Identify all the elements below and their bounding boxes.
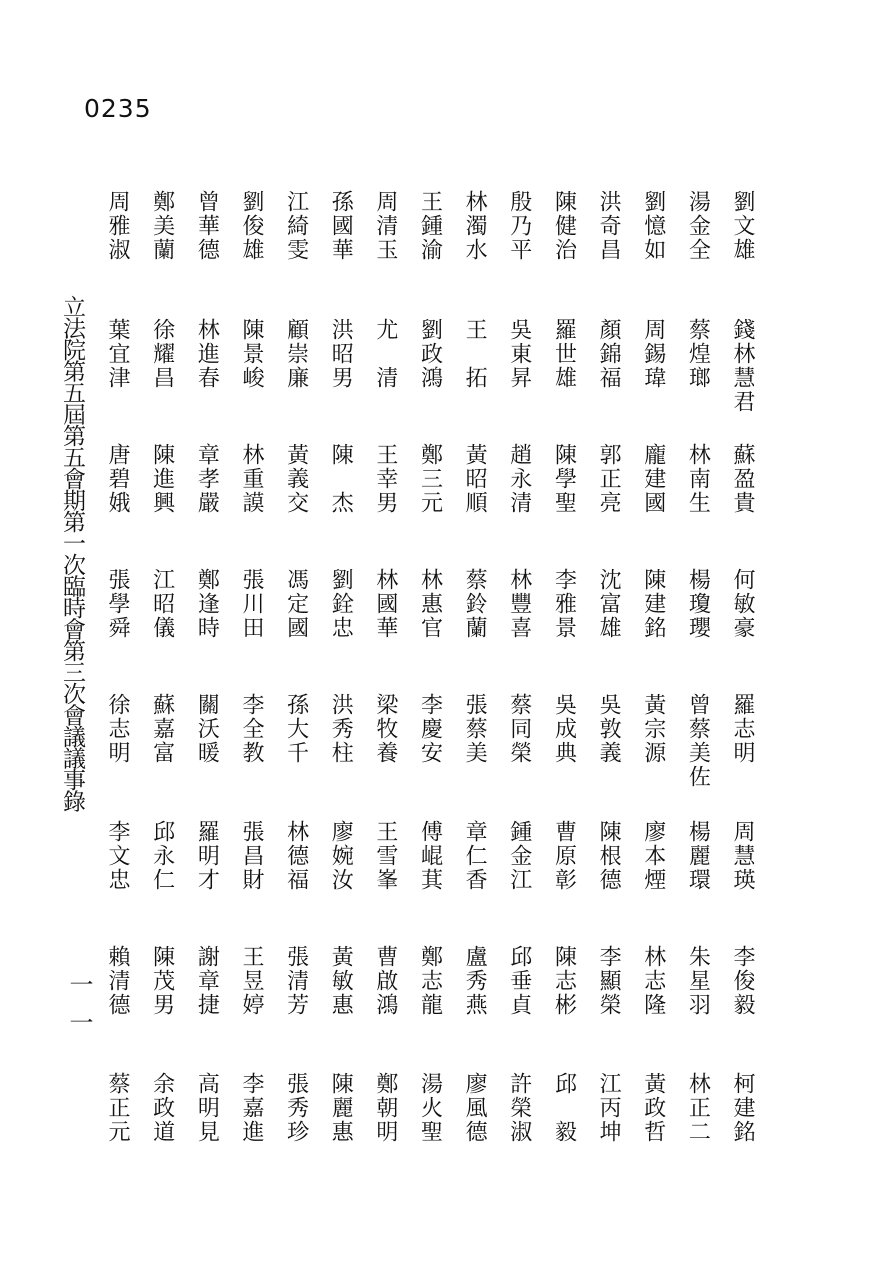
name-column <box>148 0 176 1280</box>
legislator-name: 趙永清 <box>506 443 532 515</box>
legislator-name: 陳茂男 <box>149 945 175 1017</box>
legislator-name: 廖婉汝 <box>328 820 354 892</box>
legislator-name: 謝章捷 <box>194 945 220 1017</box>
legislator-name: 葉宜津 <box>105 318 131 390</box>
legislator-name: 陳進興 <box>149 443 175 515</box>
legislator-name: 江綺雯 <box>283 190 309 262</box>
legislator-name: 蔡煌瑯 <box>685 318 711 390</box>
legislator-name: 林惠官 <box>417 568 443 640</box>
legislator-name: 江丙坤 <box>596 1072 622 1144</box>
legislator-name: 黃敏惠 <box>328 945 354 1017</box>
legislator-name: 王 拓 <box>462 318 488 390</box>
legislator-name: 林進春 <box>194 318 220 390</box>
legislator-name: 黃義交 <box>283 443 309 515</box>
legislator-name: 江昭儀 <box>149 568 175 640</box>
legislator-name: 郭正亮 <box>596 443 622 515</box>
name-column <box>416 0 444 1280</box>
legislator-name: 曹原彰 <box>551 820 577 892</box>
legislator-name: 曾蔡美佐 <box>685 693 711 789</box>
legislator-name: 鄭美蘭 <box>149 190 175 262</box>
legislator-name: 朱星羽 <box>685 945 711 1017</box>
name-column <box>594 0 622 1280</box>
legislator-name: 張秀珍 <box>283 1072 309 1144</box>
legislator-name: 劉憶如 <box>640 190 666 262</box>
legislator-name: 楊麗環 <box>685 820 711 892</box>
legislator-name: 馮定國 <box>283 568 309 640</box>
legislator-name: 王昱婷 <box>238 945 264 1017</box>
legislator-name: 陳景峻 <box>238 318 264 390</box>
name-column <box>282 0 310 1280</box>
legislator-name: 李俊毅 <box>730 945 755 1017</box>
legislator-name: 湯火聖 <box>417 1072 443 1144</box>
legislator-name: 吳成典 <box>551 693 577 765</box>
legislator-name: 章孝嚴 <box>194 443 220 515</box>
legislator-name: 李雅景 <box>551 568 577 640</box>
name-column <box>460 0 488 1280</box>
legislator-name: 林南生 <box>685 443 711 515</box>
legislator-name: 陳麗惠 <box>328 1072 354 1144</box>
legislator-name: 陳志彬 <box>551 945 577 1017</box>
legislator-name: 林重謨 <box>238 443 264 515</box>
name-column <box>549 0 577 1280</box>
name-column <box>192 0 220 1280</box>
legislator-name: 徐志明 <box>105 693 131 765</box>
legislator-name: 張學舜 <box>105 568 131 640</box>
legislator-name: 顏錦福 <box>596 318 622 390</box>
legislator-name: 蘇嘉富 <box>149 693 175 765</box>
legislator-name: 廖風德 <box>462 1072 488 1144</box>
legislator-name: 何敏豪 <box>730 568 755 640</box>
legislator-name: 柯建銘 <box>730 1072 755 1144</box>
legislator-name: 張川田 <box>238 568 264 640</box>
legislator-name: 洪昭男 <box>328 318 354 390</box>
legislator-name: 李全教 <box>238 693 264 765</box>
legislator-name: 孫國華 <box>328 190 354 262</box>
legislator-name: 陳根德 <box>596 820 622 892</box>
legislator-name: 黃政哲 <box>640 1072 666 1144</box>
legislator-name: 陳學聖 <box>551 443 577 515</box>
legislator-name: 蘇盈貴 <box>730 443 755 515</box>
legislator-name: 許榮淑 <box>506 1072 532 1144</box>
legislator-name: 賴清德 <box>105 945 131 1017</box>
legislator-name: 邱永仁 <box>149 820 175 892</box>
legislator-name: 蔡鈴蘭 <box>462 568 488 640</box>
legislator-name: 羅世雄 <box>551 318 577 390</box>
legislator-name: 羅志明 <box>730 693 755 765</box>
name-column <box>683 0 711 1280</box>
legislator-name: 錢林慧君 <box>730 318 755 414</box>
legislator-name: 洪秀柱 <box>328 693 354 765</box>
legislator-name: 章仁香 <box>462 820 488 892</box>
legislator-name: 李顯榮 <box>596 945 622 1017</box>
legislator-name: 劉文雄 <box>730 190 755 262</box>
name-column <box>237 0 265 1280</box>
name-column <box>103 0 131 1280</box>
legislator-name: 王鍾渝 <box>417 190 443 262</box>
legislator-name: 李慶安 <box>417 693 443 765</box>
legislator-name: 羅明才 <box>194 820 220 892</box>
legislator-name: 張清芳 <box>283 945 309 1017</box>
legislator-name: 傅崐萁 <box>417 820 443 892</box>
legislator-name: 曹啟鴻 <box>372 945 398 1017</box>
legislator-name: 洪奇昌 <box>596 190 622 262</box>
running-header: 立法院第五屆第五會期第一次臨時會第三次會議議事錄 <box>59 295 85 811</box>
legislator-name: 吳東昇 <box>506 318 532 390</box>
legislator-name: 劉銓忠 <box>328 568 354 640</box>
legislator-name: 余政道 <box>149 1072 175 1144</box>
legislator-name: 周錫瑋 <box>640 318 666 390</box>
legislator-name: 周清玉 <box>372 190 398 262</box>
name-column <box>505 0 533 1280</box>
legislator-name: 劉政鴻 <box>417 318 443 390</box>
folio: 一一 <box>65 972 93 1048</box>
legislator-name: 王幸男 <box>372 443 398 515</box>
legislator-name: 黃宗源 <box>640 693 666 765</box>
legislator-name: 林豐喜 <box>506 568 532 640</box>
legislator-name: 唐碧娥 <box>105 443 131 515</box>
name-column <box>639 0 667 1280</box>
legislator-name: 周慧瑛 <box>730 820 755 892</box>
legislator-name: 尤 清 <box>372 318 398 390</box>
legislator-name: 高明見 <box>194 1072 220 1144</box>
legislator-name: 李嘉進 <box>238 1072 264 1144</box>
name-column <box>728 0 756 1280</box>
legislator-name: 林正二 <box>685 1072 711 1144</box>
legislator-name: 林德福 <box>283 820 309 892</box>
legislator-name: 蔡正元 <box>105 1072 131 1144</box>
legislator-name: 張昌財 <box>238 820 264 892</box>
legislator-name: 梁牧養 <box>372 693 398 765</box>
legislator-name: 曾華德 <box>194 190 220 262</box>
legislator-name: 李文忠 <box>105 820 131 892</box>
legislator-name: 林國華 <box>372 568 398 640</box>
legislator-name: 張蔡美 <box>462 693 488 765</box>
legislator-name: 沈富雄 <box>596 568 622 640</box>
legislator-name: 劉俊雄 <box>238 190 264 262</box>
legislator-name: 龐建國 <box>640 443 666 515</box>
legislator-name: 鄭志龍 <box>417 945 443 1017</box>
name-column <box>371 0 399 1280</box>
legislator-name: 陳 杰 <box>328 443 354 515</box>
legislator-name: 王雪峯 <box>372 820 398 892</box>
legislator-name: 楊瓊瓔 <box>685 568 711 640</box>
legislator-name: 邱垂貞 <box>506 945 532 1017</box>
legislator-name: 殷乃平 <box>506 190 532 262</box>
legislator-name: 蔡同榮 <box>506 693 532 765</box>
legislator-name: 關沃暖 <box>194 693 220 765</box>
legislator-name: 周雅淑 <box>105 190 131 262</box>
legislator-name: 湯金全 <box>685 190 711 262</box>
legislator-name: 鄭三元 <box>417 443 443 515</box>
legislator-name: 黃昭順 <box>462 443 488 515</box>
legislator-name: 林濁水 <box>462 190 488 262</box>
legislator-name: 徐耀昌 <box>149 318 175 390</box>
legislator-name: 林志隆 <box>640 945 666 1017</box>
legislator-name: 鄭朝明 <box>372 1072 398 1144</box>
legislator-name: 吳敦義 <box>596 693 622 765</box>
legislator-name: 陳健治 <box>551 190 577 262</box>
legislator-name: 鄭逢時 <box>194 568 220 640</box>
name-column <box>326 0 354 1280</box>
page-number: 0235 <box>84 94 152 123</box>
legislator-name: 鍾金江 <box>506 820 532 892</box>
legislator-name: 陳建銘 <box>640 568 666 640</box>
legislator-name: 顧崇廉 <box>283 318 309 390</box>
legislator-name: 邱 毅 <box>551 1072 577 1144</box>
legislator-name: 盧秀燕 <box>462 945 488 1017</box>
legislator-name: 廖本煙 <box>640 820 666 892</box>
legislator-name: 孫大千 <box>283 693 309 765</box>
